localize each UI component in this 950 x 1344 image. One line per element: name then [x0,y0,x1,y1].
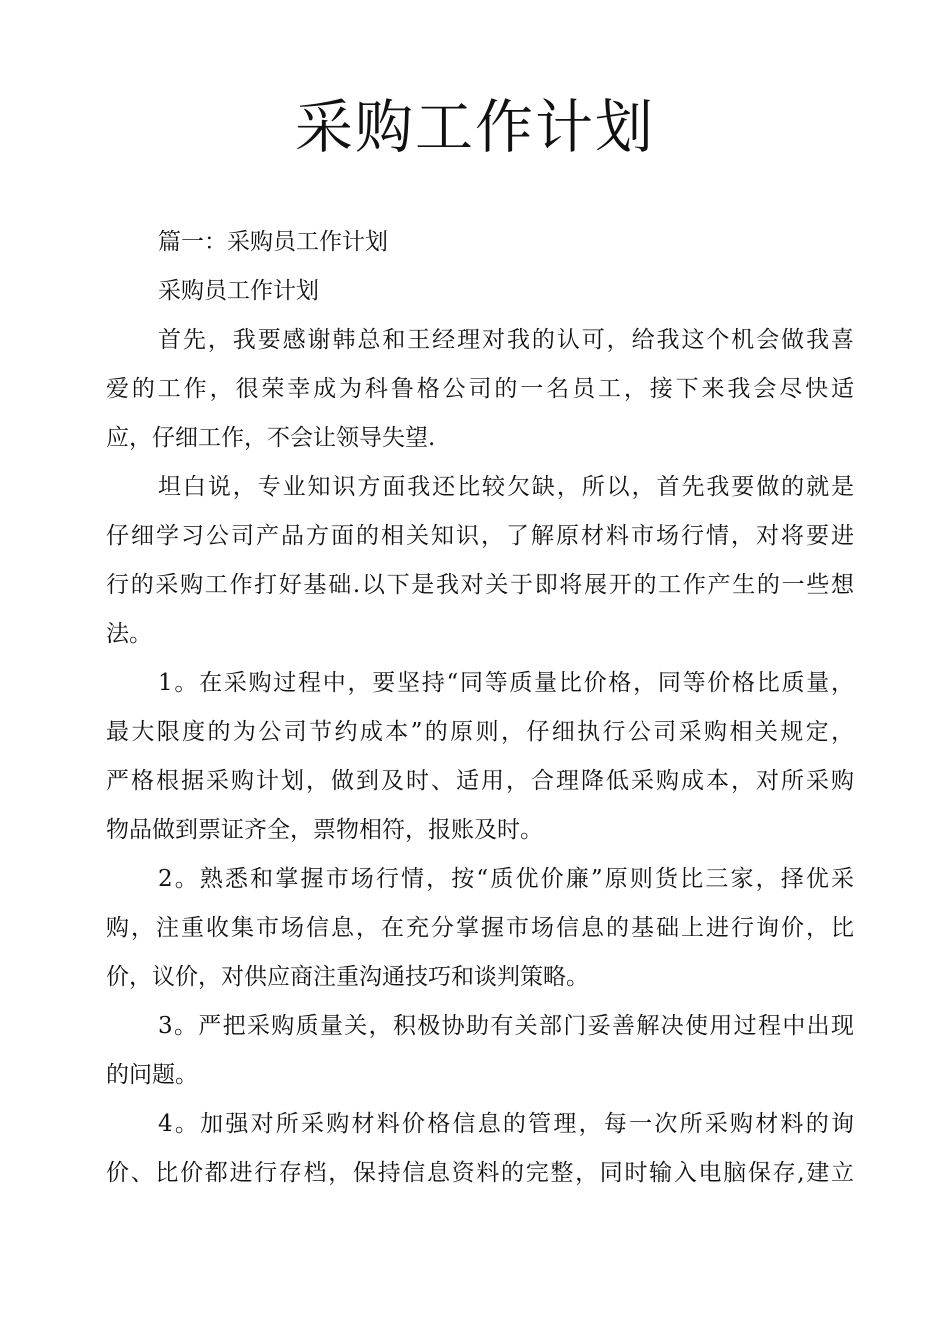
paragraph-line: 3。严把采购质量关，积极协助有关部门妥善解决使用过程中出现 [158,1013,854,1039]
subheading: 采购员工作计划 [158,278,319,304]
paragraph-line: 爱的工作，很荣幸成为科鲁格公司的一名员工，接下来我会尽快适 [106,376,854,402]
paragraph-line: 价、比价都进行存档，保持信息资料的完整，同时输入电脑保存,建立 [106,1160,854,1186]
paragraph-line: 2。熟悉和掌握市场行情，按“质优价廉”原则货比三家，择优采 [158,866,854,892]
paragraph-line: 1。在采购过程中，要坚持“同等质量比价格，同等价格比质量， [158,670,854,696]
paragraph-line: 购，注重收集市场信息，在充分掌握市场信息的基础上进行询价，比 [106,915,854,941]
paragraph-line: 最大限度的为公司节约成本”的原则，仔细执行公司采购相关规定， [106,719,854,745]
document-title: 采购工作计划 [294,93,655,161]
document-body [106,218,854,1198]
paragraph-line: 坦白说，专业知识方面我还比较欠缺，所以，首先我要做的就是 [158,474,854,500]
paragraph-line: 价，议价，对供应商注重沟通技巧和谈判策略。 [106,964,589,990]
paragraph-line: 严格根据采购计划，做到及时、适用，合理降低采购成本，对所采购 [106,768,854,794]
paragraph-line: 的问题。 [106,1062,198,1088]
paragraph-line: 行的采购工作打好基础.以下是我对关于即将展开的工作产生的一些想 [106,572,854,598]
paragraph-line: 首先，我要感谢韩总和王经理对我的认可，给我这个机会做我喜 [158,327,854,353]
section-heading: 篇一：采购员工作计划 [158,229,388,255]
paragraph-line: 4。加强对所采购材料价格信息的管理，每一次所采购材料的询 [158,1111,854,1137]
paragraph-line: 法。 [106,621,152,647]
paragraph-line: 应，仔细工作，不会让领导失望. [106,425,436,451]
paragraph-line: 物品做到票证齐全，票物相符，报账及时。 [106,817,543,843]
paragraph-line: 仔细学习公司产品方面的相关知识，了解原材料市场行情，对将要进 [106,523,854,549]
